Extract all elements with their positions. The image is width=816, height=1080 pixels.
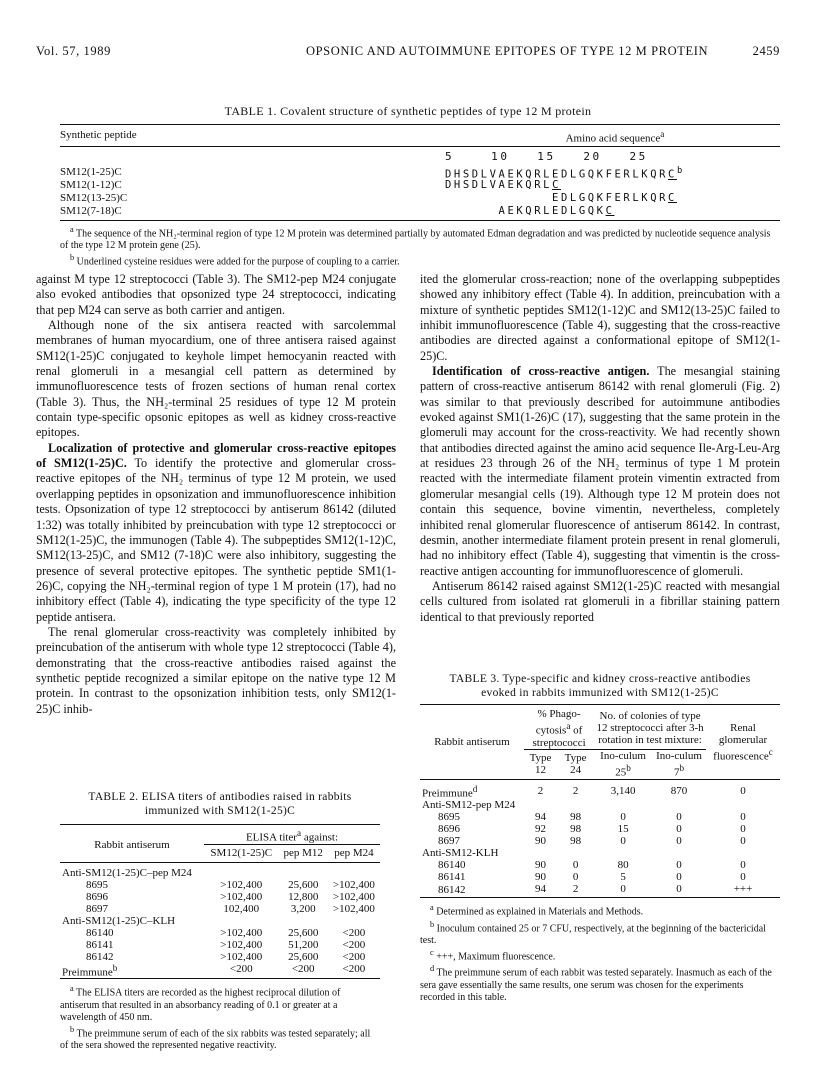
table2-group-label: Anti-SM12(1-25)C–pep M24 (62, 866, 192, 879)
table2-cell: <200 (342, 938, 366, 951)
paragraph: Antiserum 86142 raised against SM12(1-25)C reacted with mesangial cells cultured from isolated rat glomeruli in a fibrillar staining pattern identical to that previously reported (420, 578, 780, 624)
table2-cell: >102,400 (220, 926, 263, 939)
right-column (420, 272, 780, 625)
table3-cell: 0 (740, 871, 746, 884)
table3-group-row (420, 847, 780, 859)
table3-rabbit-id: 86142 (438, 884, 466, 897)
table2-col-pepm12: pep M12 (279, 844, 328, 862)
table2-footnotes: $^a$ The ELISA titers are recorded as the highest reciprocal dilution of antiserum that resulted in an absorbancy reading of 0.1 or greater at a wavelength of 450 nm. $^b$ The preimmune serum of each of the six rabbits was tested separately; all of the sera showed the represented negative reactivity. (60, 984, 371, 1051)
table3-cell: 0 (572, 859, 579, 872)
table2-footnote-a: The ELISA titers are recorded as the highest reciprocal dilution of antiserum that resulted in an absorbancy reading of 0.1 or greater at a wavelength of 450 nm. (60, 987, 341, 1023)
table2-rabbit-id: 86140 (86, 926, 114, 939)
table-row (60, 927, 380, 939)
table1-footnotes: $^a$ The sequence of the NH₂-terminal region of type 12 M protein was determined partially by automated Edman degradation and was predicted by nucleotide sequence analysis of the type 12 M protein gene (25). $^b$ Underlined cysteine residues were added for the purpose of coupling to a carrier. (60, 225, 771, 268)
table3-preimmune-label: Preimmune$^d$ (422, 783, 478, 800)
table3-cell: 90 (535, 859, 547, 872)
table-row (60, 891, 380, 903)
table2-rabbit-id: 8695 (86, 878, 108, 891)
table2-cell: 3,200 (290, 902, 316, 915)
table3-cell: 92 (535, 823, 547, 836)
table3-rabbit-id: 8696 (438, 823, 460, 836)
section-heading: Localization of protective and glomerular cross-reactive epitopes of SM12(1-25)C. (36, 440, 396, 471)
table1-peptide-name: SM12(7-18)C (60, 205, 122, 217)
table-row (420, 871, 780, 883)
table3-cell: 0 (676, 823, 682, 836)
table3-cell: 3,140 (610, 785, 636, 798)
table3-footnote-c: +++, Maximum fluorescence. (436, 951, 556, 963)
table3-cell: 0 (620, 811, 626, 824)
table3-cell: 0 (740, 835, 746, 848)
table1-row (60, 192, 780, 206)
table2-cell: 25,600 (288, 878, 319, 891)
table3-cell: 98 (570, 811, 582, 824)
table3-cell: 2 (572, 785, 579, 798)
table3-rabbit-id: 8697 (438, 835, 460, 848)
table2-col-group: ELISA titer$^a$ against: (245, 828, 339, 844)
table2-cell: >102,400 (332, 878, 375, 891)
table1-row (60, 179, 780, 193)
table3-col-colonies: No. of colonies of type 12 streptococci after 3-h rotation in test mixture: (596, 710, 704, 747)
table1-footnote-a: The sequence of the NH₂-terminal region of type 12 M protein was determined partially by automated Edman degradation and was predicted by nucleotide sequence analysis of the type 12 M protein gene (25). (60, 228, 771, 252)
table3-cell: 2 (537, 785, 544, 798)
table2-footnote-b: The preimmune serum of each of the six rabbits was tested separately; all of the sera showed the represented negative reactivity. (60, 1027, 371, 1051)
table2-cell: 25,600 (288, 926, 319, 939)
table2 (60, 824, 380, 1052)
table1-footnote-b: Underlined cysteine residues were added for the purpose of coupling to a carrier. (76, 256, 400, 268)
table3-footnote-b: Inoculum contained 25 or 7 CFU, respectively, at the beginning of the bactericidal test. (420, 922, 766, 946)
table-row (420, 811, 780, 823)
table2-cell: 102,400 (223, 902, 260, 915)
table3-sub-type24: Type 24 (557, 749, 594, 779)
table3-cell: 0 (676, 835, 682, 848)
table3-footnote-d: The preimmune serum of each rabbit was tested separately. Inasmuch as each of the sera gave essentially the same results, one serum was chosen for the experiments recorded in this table. (420, 967, 772, 1003)
table3-cell: 90 (535, 835, 547, 848)
table-row (420, 823, 780, 835)
table2-group-row (60, 915, 380, 927)
table-row (420, 859, 780, 871)
table1-peptide-name: SM12(1-12)C (60, 179, 122, 191)
table3-cell: 0 (740, 785, 746, 798)
table3-cell: +++ (733, 883, 753, 896)
table2-cell: <200 (291, 963, 315, 976)
table3-cell: 0 (620, 883, 626, 896)
table3-col-antiserum: Rabbit antiserum (420, 705, 524, 780)
table3-cell: 0 (740, 823, 746, 836)
table-row (60, 879, 380, 891)
table3-col-phago: % Phago-cytosis$^a$ of streptococci (532, 708, 586, 749)
table3-footnotes: $^a$ Determined as explained in Materials and Methods. $^b$ Inoculum contained 25 or 7 CFU, respectively, at the beginning of the bactericidal test. $^c$ +++, Maximum fluorescence. $^d$ The preimmune serum of each rabbit was tested separately. Inasmuch as each of the sera gave essentially the same results, one serum was chosen for the experiments recorded in this table. (420, 903, 772, 1003)
table1-sequence: DHSDLVAEKQRLC (445, 179, 561, 191)
table2-cell: >102,400 (220, 890, 263, 903)
table2-group-label: Anti-SM12(1-25)C–KLH (62, 914, 176, 927)
table2-preimmune-row (60, 963, 380, 979)
running-head (36, 44, 780, 62)
table2-rabbit-id: 8697 (86, 902, 108, 915)
table2-cell: 25,600 (288, 950, 319, 963)
table3-rabbit-id: 8695 (438, 811, 460, 824)
table3-cell: 5 (620, 871, 626, 884)
table2-cell: >102,400 (220, 938, 263, 951)
table-row (420, 883, 780, 898)
paragraph: ited the glomerular cross-reaction; none of the overlapping subpeptides showed any inhibitory effect (Table 4). In addition, preincubation with a mixture of synthetic peptides SM12(1-12)C and SM12(13-25)C failed to inhibit immunofluorescence (Table 4), suggesting that the cross-reactive antibodies are directed against a conformational epitope of SM12(1-25)C. (420, 272, 780, 363)
table2-cell: <200 (229, 963, 253, 976)
paragraph: against M type 12 streptococci (Table 3). The SM12-pep M24 conjugate also evoked antibodies that opsonized type 24 streptococci, indicating that pep M24 can serve as both carrier and antigen. (36, 272, 396, 317)
running-title: OPSONIC AND AUTOIMMUNE EPITOPES OF TYPE 12 M PROTEIN (306, 44, 709, 58)
table3-cell: 15 (617, 823, 629, 836)
table2-col-sm12: SM12(1-25)C (204, 844, 279, 862)
table3-group-label: Anti-SM12-KLH (422, 847, 499, 860)
table3-rabbit-id: 86141 (438, 871, 466, 884)
table3-group-label: Anti-SM12-pep M24 (422, 799, 516, 812)
table2-cell: <200 (342, 926, 366, 939)
table1 (60, 124, 780, 224)
paragraph: Although none of the six antisera reacted with sarcolemmal membranes of human myocardium, one of three antisera raised against SM12(1-25)C conjugated to keyhole limpet hemocyanin reacted with renal glomeruli in a mesangial cell pattern as determined by immunofluorescence tests of frozen sections of human renal cortex (Table 3). Thus, the NH₂-terminal 25 residues of type 12 M protein contain type-specific opsonic epitopes as well as kidney cross-reactive epitopes. (36, 318, 396, 440)
table2-cell: 12,800 (288, 890, 319, 903)
table2-rabbit-id: 86141 (86, 938, 114, 951)
table3-sub-inoculum7: Ino-culum 7$^b$ (652, 749, 706, 779)
paragraph: Identification of cross-reactive antigen. The mesangial staining pattern of cross-reactive antiserum 86142 with renal glomeruli (Fig. 2) was similar to that previously described for autoimmune antibodies evoked against SM1(1-26)C (17), suggesting that the same protein in the glomeruli may account for the cross-reactivity. We had recently shown that antibodies directed against the amino acid sequence Ile-Arg-Leu-Arg at residues 23 through 26 of the NH₂ terminus of type 1 M protein reacted with the intermediate filament protein vimentin extracted from glomerular mesangial cells (19). Although type 12 M protein does not contain this sequence, bovine vimentin, nevertheless, completely inhibited renal glomerular fluorescence of antiserum 86142. In contrast, desmin, another intermediate filament protein present in renal glomeruli, had no inhibitory effect (Table 4), suggesting that vimentin is the cross-reactive antigen accounting for immunofluorescence of glomeruli. (420, 364, 781, 578)
left-column (36, 272, 396, 717)
table2-caption: TABLE 2. ELISA titers of antibodies raised in rabbits immunized with SM12(1-25)C (88, 791, 352, 817)
table2-rabbit-id: 86142 (86, 950, 114, 963)
table2-cell: >102,400 (220, 950, 263, 963)
table2-rabbit-id: 8696 (86, 890, 108, 903)
table-row (60, 939, 380, 951)
table1-row (60, 205, 780, 219)
table-row (420, 835, 780, 847)
page-number: 2459 (752, 44, 780, 58)
table1-peptide-name: SM12(13-25)C (60, 192, 128, 204)
paragraph: Localization of protective and glomerular cross-reactive epitopes of SM12(1-25)C. To identify the protective and glomerular cross-reactive epitopes of the NH₂ terminus of type 12 M protein, we used overlapping peptides in opsonization and immunofluorescence inhibition tests. Opsonization of type 12 streptococci by antiserum 86142 (diluted 1:32) was totally inhibited by preincubation with type 12 streptococci or SM12(1-25)C, the immunogen (Table 4). The subpeptides SM12(1-12)C, SM12(13-25)C, and SM12 (7-18)C were also inhibitory, suggesting the presence of several protective epitopes. The synthetic peptide SM1(1-26)C, copying the NH₂-terminal region of type 1 M protein (17), had no inhibitory effect (Table 4), indicating the type specificity of the type 12 peptide antisera. (36, 440, 396, 624)
table2-cell: >102,400 (332, 890, 375, 903)
table3-cell: 0 (676, 859, 682, 872)
section-heading: Identification of cross-reactive antigen. (432, 364, 650, 379)
table3-cell: 98 (570, 823, 582, 836)
table3-preimmune-row (420, 779, 780, 799)
table2-col-antiserum: Rabbit antiserum (60, 825, 204, 863)
table2-col-pepm24: pep M24 (328, 844, 380, 862)
table1-sequence: DHSDLVAEKQRLEDLGQKFERLKQRC$^b$ (445, 166, 683, 181)
table2-cell: 51,200 (288, 938, 319, 951)
table1-sequence: AEKQRLEDLGQKC (445, 205, 615, 217)
table3-cell: 870 (670, 785, 688, 798)
table1-peptide-name: SM12(1-25)C (60, 166, 122, 178)
table3-cell: 80 (617, 859, 629, 872)
table2-cell: <200 (342, 963, 366, 976)
table3-caption: TABLE 3. Type-specific and kidney cross-reactive antibodies evoked in rabbits immunized with SM12(1-25)C (449, 673, 751, 699)
table3-cell: 90 (535, 871, 547, 884)
table2-cell: >102,400 (220, 878, 263, 891)
table3-cell: 94 (535, 883, 547, 896)
table3-cell: 2 (572, 883, 579, 896)
journal-volume: Vol. 57, 1989 (36, 44, 111, 58)
table3-group-row (420, 799, 780, 811)
table3-rabbit-id: 86140 (438, 859, 466, 872)
table3-cell: 94 (535, 811, 547, 824)
table3-col-renal: Renal glomerular fluorescence$^c$ (706, 705, 780, 780)
table3-cell: 0 (740, 811, 746, 824)
table2-preimmune-label: Preimmune$^b$ (62, 962, 118, 979)
table3-cell: 0 (676, 883, 682, 896)
table3-cell: 0 (572, 871, 579, 884)
table1-col-sequence: Amino acid sequence$^a$ (565, 129, 665, 145)
table3-cell: 0 (676, 871, 682, 884)
table1-positions: 5 10 15 20 25 (445, 150, 648, 163)
table2-cell: <200 (342, 950, 366, 963)
table1-sequence: EDLGQKFERLKQRC (445, 192, 677, 204)
table3-sub-inoculum25: Ino-culum 25$^b$ (594, 749, 652, 779)
table3-sub-type12: Type 12 (524, 749, 557, 779)
table3-cell: 0 (620, 835, 626, 848)
table2-cell: >102,400 (332, 902, 375, 915)
table-row (60, 903, 380, 915)
table-row (60, 951, 380, 963)
table1-row (60, 166, 780, 180)
table2-group-row (60, 862, 380, 879)
table3-cell: 98 (570, 835, 582, 848)
table3-footnote-a: Determined as explained in Materials and Methods. (436, 906, 644, 918)
table1-col-peptide: Synthetic peptide (60, 129, 137, 141)
table3-cell: 0 (676, 811, 682, 824)
paragraph: The renal glomerular cross-reactivity was completely inhibited by preincubation of the antiserum with whole type 12 streptococci (Table 4), demonstrating that the cross-reactive antibodies raised against the synthetic peptide recognized a similar epitope on the native type 12 M protein. In contrast to the opsonization inhibition tests, only SM12(1-25)C inhib- (36, 624, 396, 716)
table3 (420, 704, 780, 1004)
table3-cell: 0 (740, 859, 746, 872)
table1-caption: TABLE 1. Covalent structure of synthetic peptides of type 12 M protein (224, 104, 592, 118)
